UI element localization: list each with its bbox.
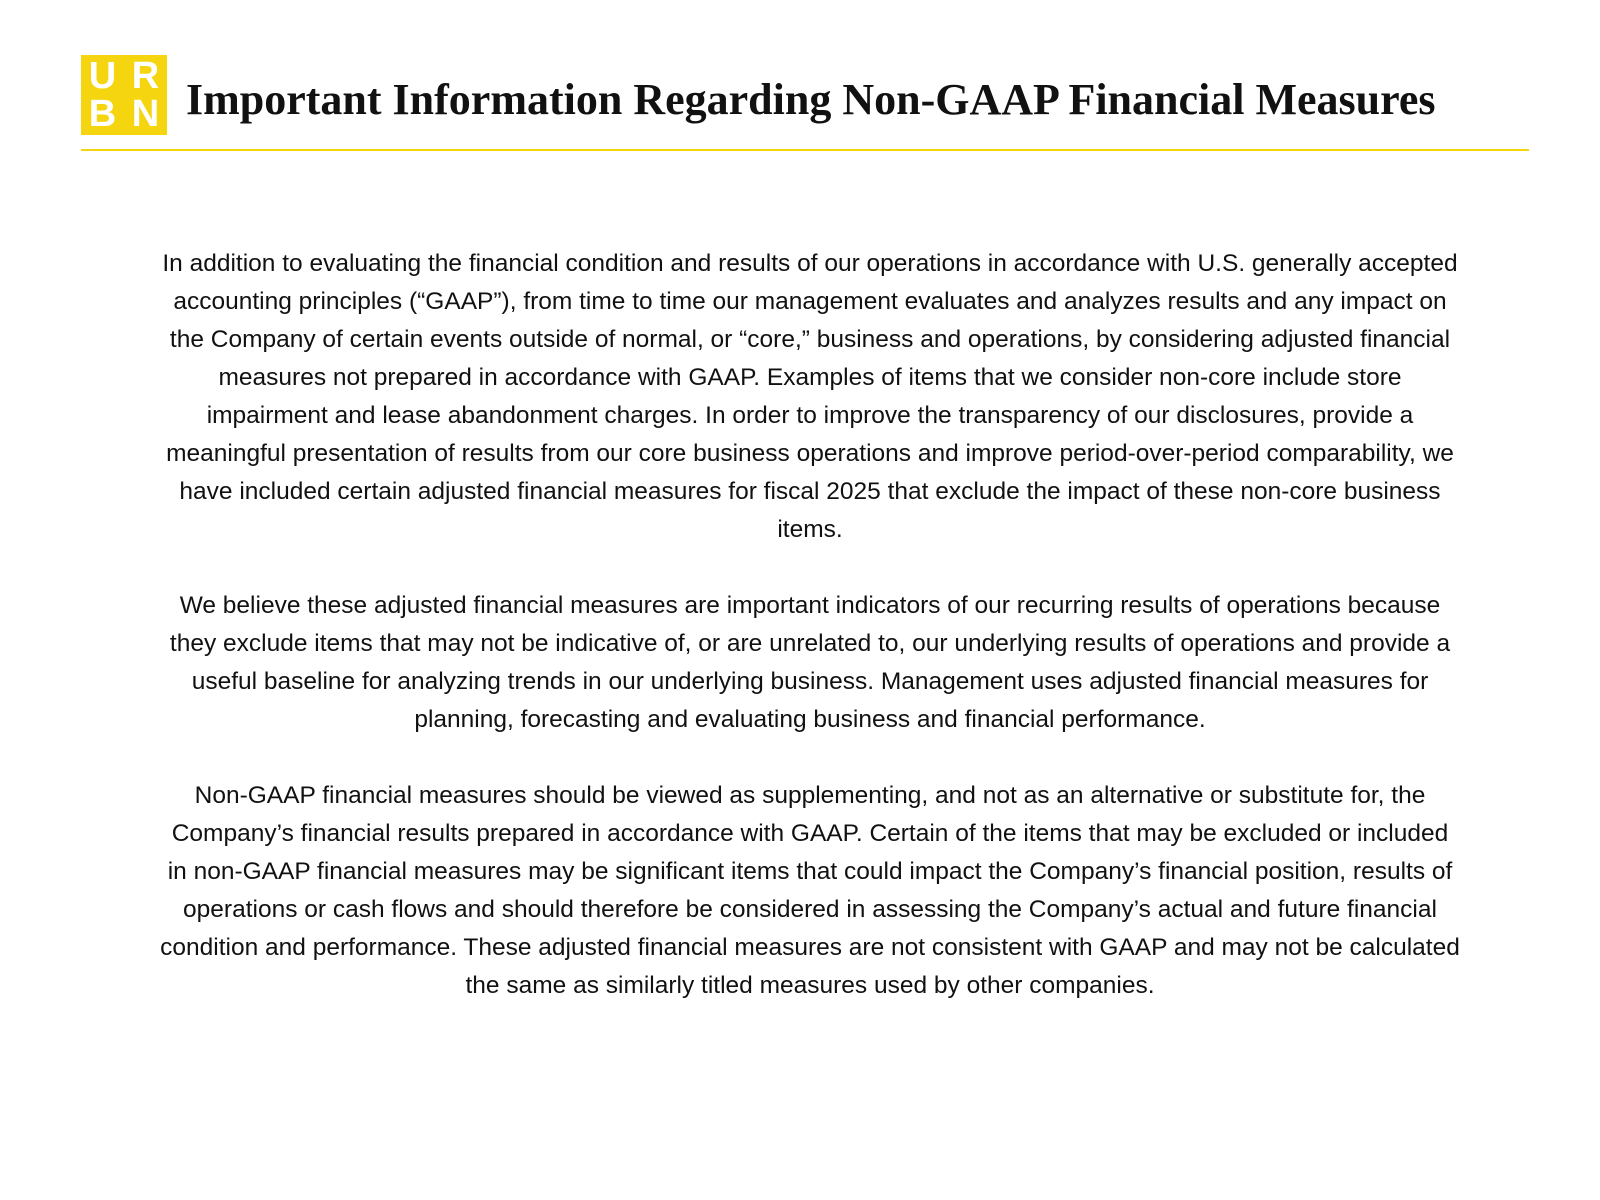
logo-letter: R xyxy=(131,55,160,97)
logo-letter: N xyxy=(131,93,160,135)
paragraph-gaap-intro: In addition to evaluating the financial condition and results of our operations in accordance with U.S. generally accepted accounting principles (“GAAP”), from time to time our management evaluates and analyzes results and any impact on the Company of certain events outside of normal, or “core,” business and operations, by considering adjusted financial measures not prepared in accordance with GAAP. Examples of items that we consider non-core include store impairment and lease abandonment charges. In order to improve the transparency of our disclosures, provide a meaningful presentation of results from our core business operations and improve period-over-period comparability, we have included certain adjusted financial measures for fiscal 2025 that exclude the impact of these non-core business items. xyxy=(162,250,1458,543)
header-divider xyxy=(81,149,1529,151)
logo-letter: U xyxy=(88,55,117,97)
paragraph-non-gaap-disclaimer: Non-GAAP financial measures should be viewed as supplementing, and not as an alternative or substitute for, the Company’s financial results prepared in accordance with GAAP. Certain of the items that may be excluded or included in non-GAAP financial measures may be significant items that could impact the Company’s financial position, results of operations or cash flows and should therefore be considered in assessing the Company’s actual and future financial condition and performance. These adjusted financial measures are not consistent with GAAP and may not be calculated the same as similarly titled measures used by other companies. xyxy=(160,782,1460,999)
urbn-logo xyxy=(81,55,167,135)
page-title: Important Information Regarding Non-GAAP Financial Measures xyxy=(186,75,1436,124)
paragraph-adjusted-measures: We believe these adjusted financial measures are important indicators of our recurring results of operations because they exclude items that may not be indicative of, or are unrelated to, our underlying results of operations and provide a useful baseline for analyzing trends in our underlying business. Management uses adjusted financial measures for planning, forecasting and evaluating business and financial performance. xyxy=(169,592,1451,733)
logo-top-row xyxy=(81,57,167,95)
logo-letter: B xyxy=(88,93,117,135)
logo-bottom-row xyxy=(81,95,167,133)
body-content xyxy=(160,245,1460,1043)
